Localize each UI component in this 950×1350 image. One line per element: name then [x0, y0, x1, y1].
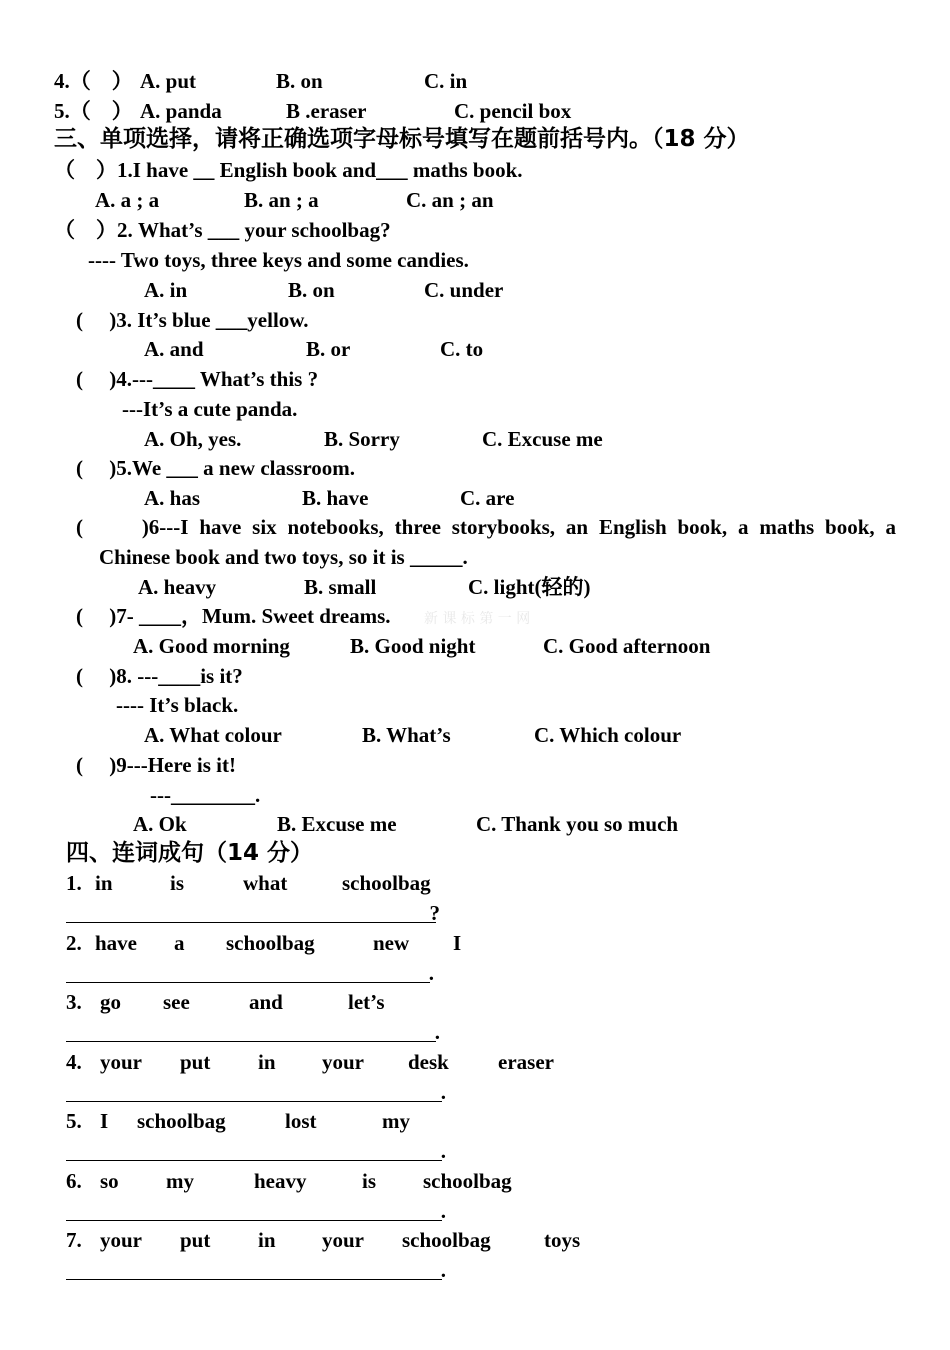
q4-option-a: A. put — [140, 69, 197, 93]
s3-q8-stem: ( )8. ---____is it? — [76, 664, 243, 688]
s4-item6-word: so — [100, 1169, 119, 1193]
s3-q2-option-b: B. on — [288, 278, 335, 302]
s4-item2-number: 2. — [66, 931, 82, 955]
s4-item7-number: 7. — [66, 1228, 82, 1252]
s3-q5-stem: ( )5.We ___ a new classroom. — [76, 456, 355, 480]
s3-q5-option-b: B. have — [302, 486, 369, 510]
s4-item2-word: new — [373, 931, 410, 955]
s3-q4-reply: ---It’s a cute panda. — [122, 397, 298, 421]
s3-q4-option-c: C. Excuse me — [482, 427, 603, 451]
s4-item6-number: 6. — [66, 1169, 82, 1193]
s4-item6-end-mark: . — [440, 1199, 446, 1223]
s4-item1-end-mark: ? — [429, 901, 440, 925]
s3-q3-option-c: C. to — [440, 337, 484, 361]
q5-option-b: B .eraser — [286, 99, 367, 123]
s4-item5-answer-line[interactable] — [66, 1136, 446, 1163]
s4-item3-word: let’s — [348, 990, 385, 1014]
s3-q9-option-b: B. Excuse me — [277, 812, 397, 836]
s3-q9-stem: ( )9---Here is it! — [76, 753, 236, 777]
s3-q7-option-a: A. Good morning — [133, 634, 290, 658]
s3-q5-option-a: A. has — [144, 486, 201, 510]
s3-q6-stem: ( )6---I have six notebooks, three storybooks, an English book, a maths book, a — [76, 515, 896, 539]
s4-item4-end-mark: . — [440, 1080, 446, 1104]
s3-q2-option-a: A. in — [144, 278, 188, 302]
s4-item7-word: schoolbag — [402, 1228, 491, 1252]
watermark: 新 课 标 第 一 网 — [424, 611, 531, 627]
s4-item2-word: a — [174, 931, 185, 955]
q4-number: 4.（ ） — [54, 69, 133, 93]
s4-item1-word: schoolbag — [342, 871, 431, 895]
s4-item7-answer-line[interactable] — [66, 1255, 446, 1282]
s4-item5-word: my — [382, 1109, 410, 1133]
s4-item6-word: heavy — [254, 1169, 307, 1193]
s4-item6-word: is — [362, 1169, 377, 1193]
s3-q8-option-b: B. What’s — [362, 723, 451, 747]
s4-item1-number: 1. — [66, 871, 82, 895]
s4-item4-word: your — [322, 1050, 364, 1074]
s4-item4-word: in — [258, 1050, 276, 1074]
s4-item2-end-mark: . — [428, 961, 434, 985]
s4-item5-end-mark: . — [440, 1139, 446, 1163]
s4-item7-word: your — [322, 1228, 364, 1252]
s3-q3-stem: ( )3. It’s blue ___yellow. — [76, 308, 309, 332]
s4-item3-answer-line[interactable] — [66, 1017, 440, 1044]
s3-q7-stem: ( )7- ____，Mum. Sweet dreams. — [76, 604, 391, 628]
section4-heading: 四、连词成句（14 分） — [66, 840, 314, 866]
s4-item5-word: I — [100, 1109, 109, 1133]
q5-option-c: C. pencil box — [454, 99, 572, 123]
s3-q6-option-a: A. heavy — [138, 575, 217, 599]
s4-item4-word: your — [100, 1050, 142, 1074]
s4-item7-word: put — [180, 1228, 211, 1252]
s4-item1-word: what — [243, 871, 288, 895]
s4-item5-word: lost — [285, 1109, 317, 1133]
s3-q6-option-b: B. small — [304, 575, 377, 599]
s4-item7-word: toys — [544, 1228, 581, 1252]
s3-q7-option-b: B. Good night — [350, 634, 476, 658]
s4-item1-word: in — [95, 871, 113, 895]
q5-number: 5.（ ） — [54, 99, 133, 123]
s3-q5-option-c: C. are — [460, 486, 515, 510]
s4-item4-answer-line[interactable] — [66, 1077, 446, 1104]
q5-option-a: A. panda — [140, 99, 222, 123]
s4-item1-answer-line[interactable] — [66, 898, 440, 925]
s3-q1-stem: （ ）1.I have __ English book and___ maths book. — [54, 158, 523, 182]
s4-item5-number: 5. — [66, 1109, 82, 1133]
s4-item3-word: see — [163, 990, 190, 1014]
s3-q1-option-b: B. an ; a — [244, 188, 319, 212]
s4-item4-word: desk — [408, 1050, 449, 1074]
s4-item4-word: put — [180, 1050, 211, 1074]
s4-item7-word: your — [100, 1228, 142, 1252]
s3-q4-option-b: B. Sorry — [324, 427, 400, 451]
q4-option-b: B. on — [276, 69, 323, 93]
s3-q2-reply: ---- Two toys, three keys and some candies. — [88, 248, 469, 272]
s3-q9-reply: ---________. — [150, 783, 261, 807]
s4-item2-answer-line[interactable] — [66, 958, 434, 985]
s3-q6-option-c: C. light(轻的) — [468, 575, 591, 599]
s4-item2-word: schoolbag — [226, 931, 315, 955]
s3-q8-option-c: C. Which colour — [534, 723, 682, 747]
s4-item1-word: is — [170, 871, 185, 895]
s3-q9-option-c: C. Thank you so much — [476, 812, 679, 836]
s4-item3-number: 3. — [66, 990, 82, 1014]
s3-q8-option-a: A. What colour — [144, 723, 282, 747]
s3-q2-stem: （ ）2. What’s ___ your schoolbag? — [54, 218, 391, 242]
q4-option-c: C. in — [424, 69, 468, 93]
s3-q9-option-a: A. Ok — [133, 812, 187, 836]
s4-item3-word: and — [249, 990, 283, 1014]
s3-q8-reply: ---- It’s black. — [116, 693, 239, 717]
s4-item6-answer-line[interactable] — [66, 1196, 446, 1223]
s3-q1-option-c: C. an ; an — [406, 188, 494, 212]
s3-q1-option-a: A. a ; a — [95, 188, 160, 212]
section3-heading: 三、单项选择，请将正确选项字母标号填写在题前括号内。（18 分） — [54, 126, 750, 152]
s4-item3-end-mark: . — [434, 1020, 440, 1044]
s4-item5-word: schoolbag — [137, 1109, 226, 1133]
s4-item4-word: eraser — [498, 1050, 554, 1074]
s4-item7-end-mark: . — [440, 1258, 446, 1282]
s3-q6-stem-cont: Chinese book and two toys, so it is _____. — [99, 545, 468, 569]
s4-item6-word: schoolbag — [423, 1169, 512, 1193]
s4-item7-word: in — [258, 1228, 276, 1252]
s4-item4-number: 4. — [66, 1050, 82, 1074]
s3-q4-stem: ( )4.---____ What’s this ? — [76, 367, 319, 391]
s4-item2-word: have — [95, 931, 137, 955]
s3-q3-option-b: B. or — [306, 337, 351, 361]
s3-q7-option-c: C. Good afternoon — [543, 634, 711, 658]
s4-item3-word: go — [100, 990, 121, 1014]
s3-q2-option-c: C. under — [424, 278, 504, 302]
s4-item2-word: I — [453, 931, 462, 955]
s4-item6-word: my — [166, 1169, 194, 1193]
s3-q3-option-a: A. and — [144, 337, 204, 361]
s3-q4-option-a: A. Oh, yes. — [144, 427, 242, 451]
